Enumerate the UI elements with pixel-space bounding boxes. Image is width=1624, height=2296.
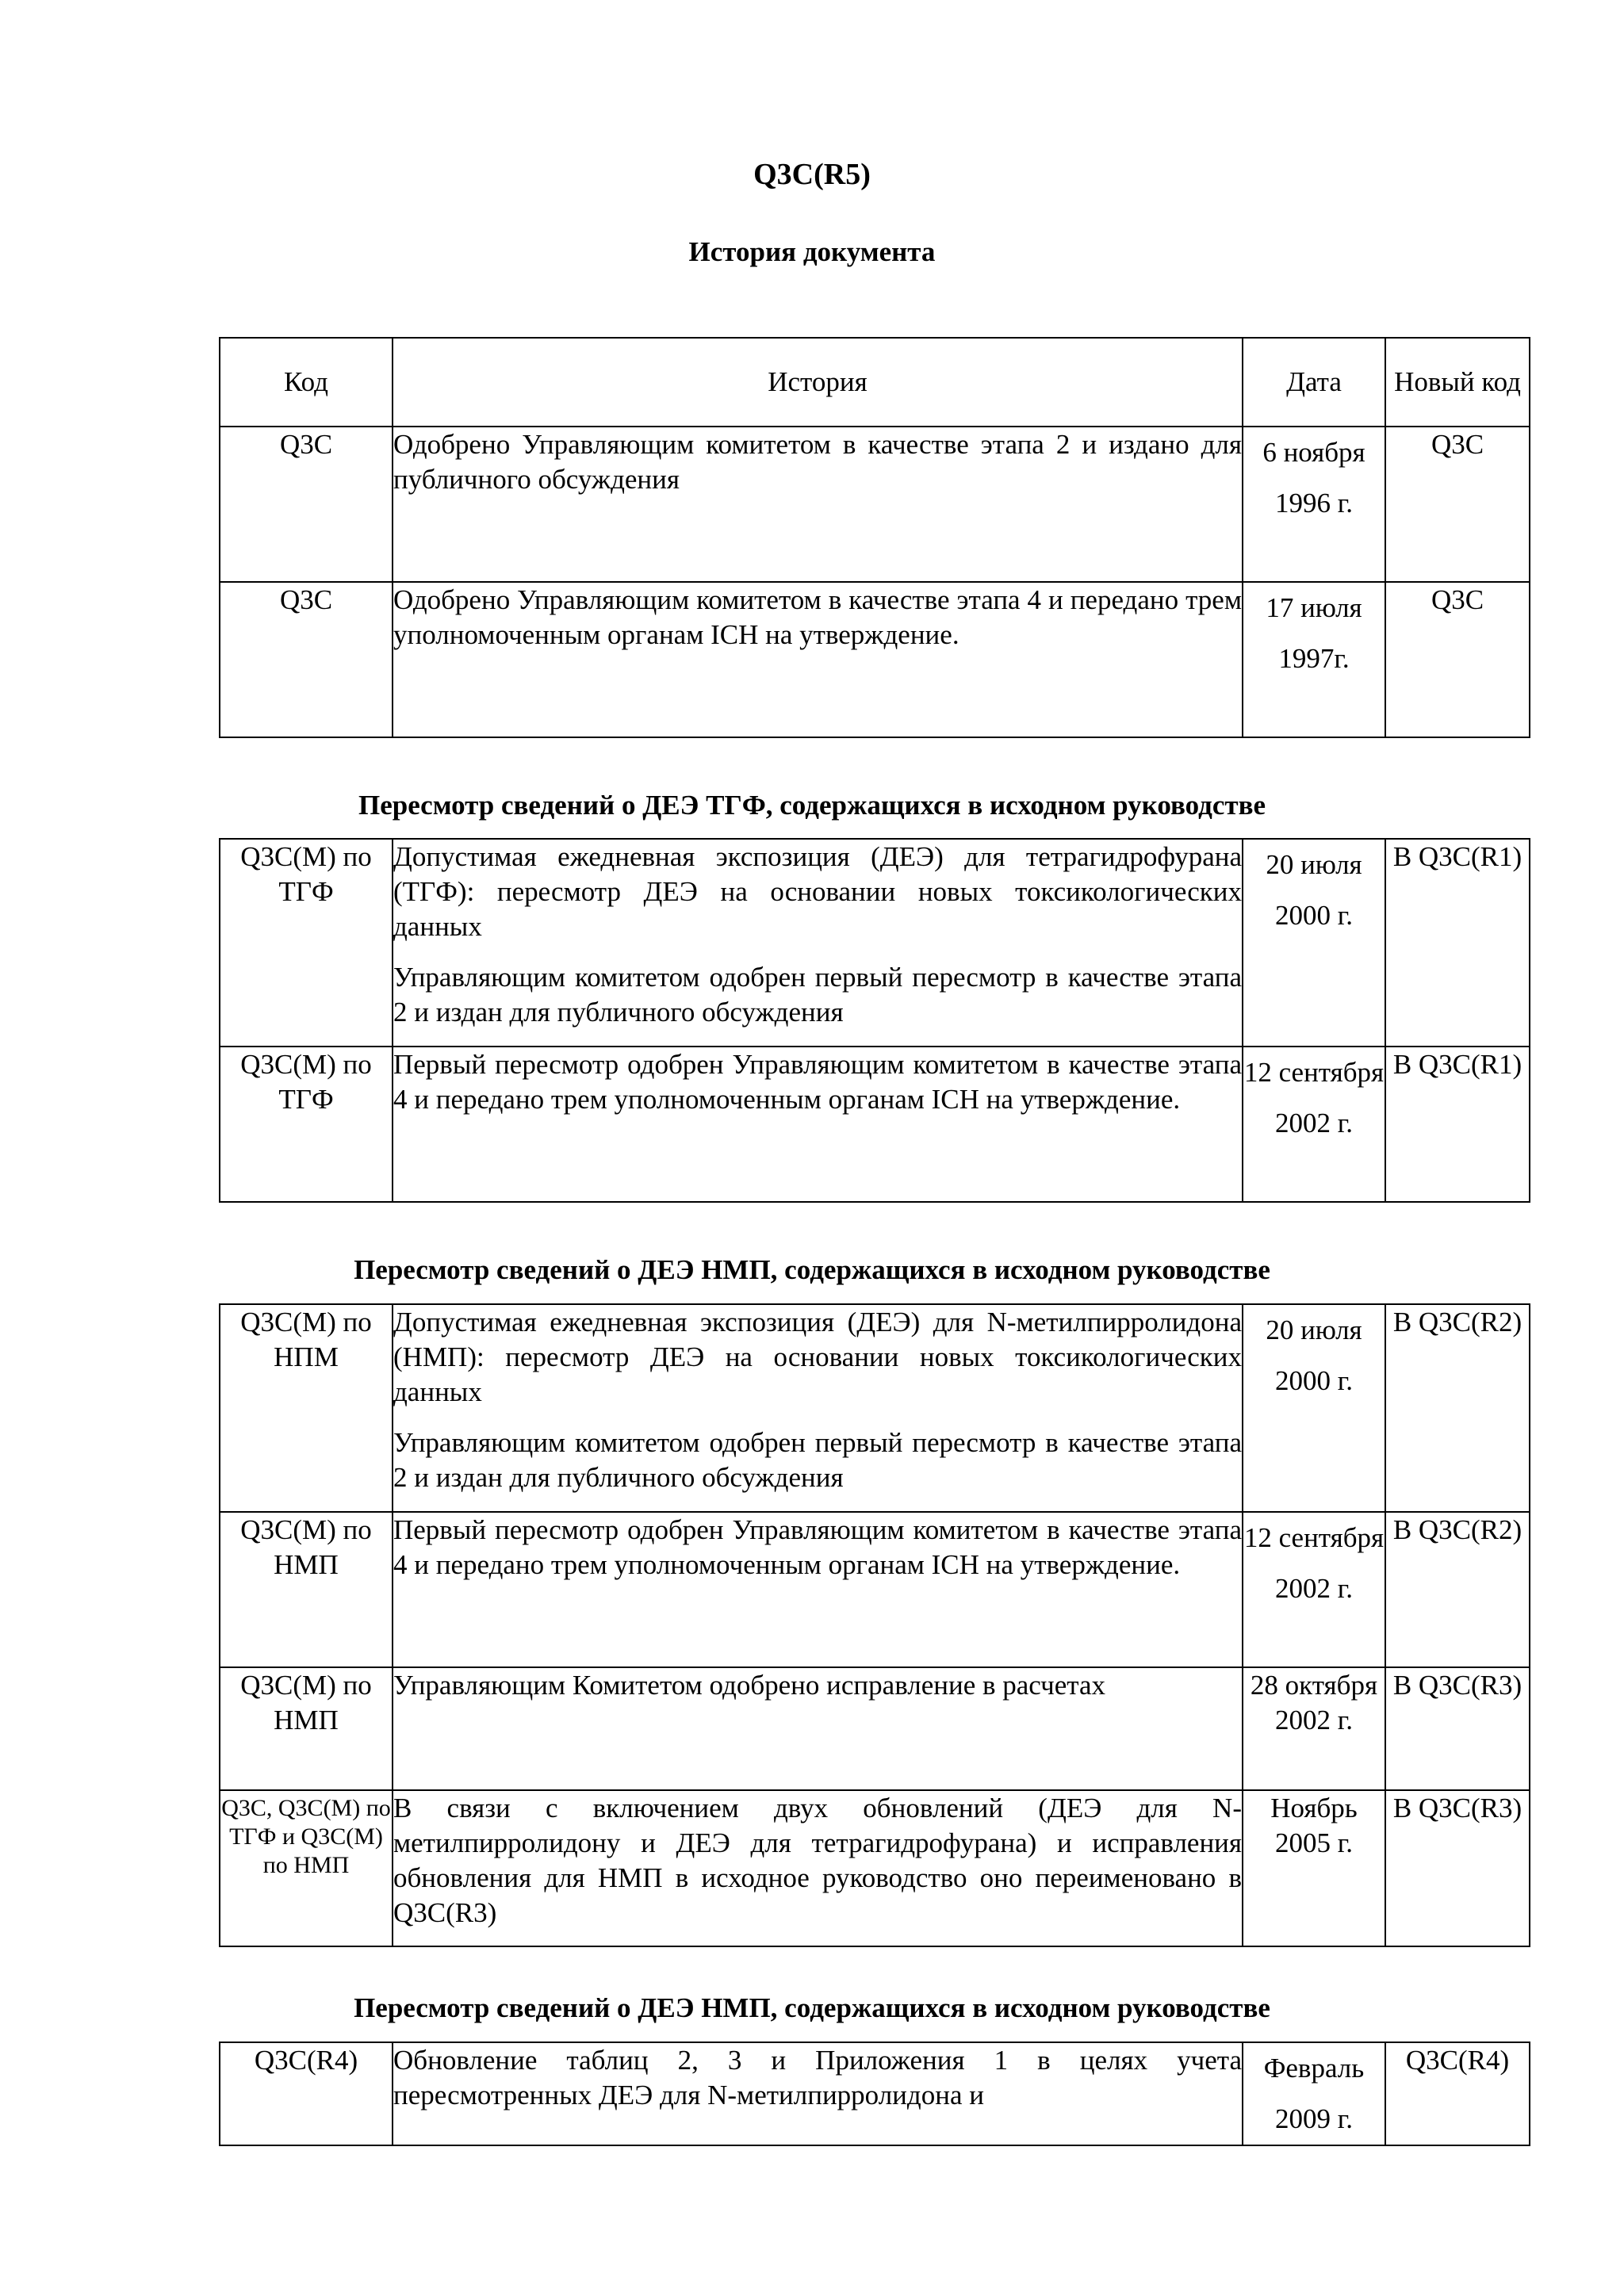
history-paragraph: Одобрено Управляющим комитетом в качестве этапа 2 и издано для публичного обсуждения [393,429,1242,495]
row-date: 20 июля 2000 г. [1243,1304,1385,1512]
section-heading-r4: Пересмотр сведений о ДЕЭ НМП, содержащихся в исходном руководстве [354,1992,1270,2023]
history-paragraph: Обновление таблиц 2, 3 и Приложения 1 в целях учета пересмотренных ДЕЭ для N-метилпирролидона и [393,2045,1242,2110]
row-date: 17 июля 1997г. [1243,582,1385,737]
row-date: Февраль 2009 г. [1243,2042,1385,2145]
row-history [393,427,1243,582]
table-row [220,1304,1530,1512]
r4-revision-table [219,2042,1530,2146]
row-new-code: В Q3C(R2) [1385,1304,1530,1512]
header-date: Дата [1243,338,1385,427]
row-code: Q3C [220,582,393,737]
row-code: Q3C(M) по НМП [220,1667,393,1790]
table-header-row [220,338,1530,427]
row-history [393,582,1243,737]
history-paragraph: Одобрено Управляющим комитетом в качестве этапа 4 и передано трем уполномоченным органам ICH на утверждение. [393,584,1242,650]
row-date: 28 октября 2002 г. [1243,1667,1385,1790]
table-row [220,582,1530,737]
nmp-revision-table [219,1303,1530,1947]
history-paragraph: Управляющим комитетом одобрен первый пересмотр в качестве этапа 2 и издан для публичного обсуждения [393,962,1242,1027]
table-row [220,2042,1530,2145]
row-date: 12 сентября 2002 г. [1243,1512,1385,1667]
history-table [219,337,1530,738]
row-date: 12 сентября 2002 г. [1243,1047,1385,1202]
row-date: 6 ноября 1996 г. [1243,427,1385,582]
document-history-heading: История документа [688,236,936,267]
row-date: 20 июля 2000 г. [1243,839,1385,1047]
row-new-code: В Q3C(R2) [1385,1512,1530,1667]
section-heading-tgf: Пересмотр сведений о ДЕЭ ТГФ, содержащихся в исходном руководстве [358,790,1266,821]
row-code: Q3C(M) по НМП [220,1512,393,1667]
row-history [393,1047,1243,1202]
page-title: Q3C(R5) [753,158,871,191]
row-code: Q3C(M) по ТГФ [220,839,393,1047]
tgf-revision-table [219,838,1530,1203]
history-paragraph: В связи с включением двух обновлений (ДЕЭ для N-метилпирролидону и ДЕЭ для тетрагидрофурана) и исправления обновления для НМП в исходное руководство оно переименовано в Q3C(R3) [393,1793,1242,1928]
section-heading-nmp: Пересмотр сведений о ДЕЭ НМП, содержащихся в исходном руководстве [354,1254,1270,1285]
row-history [393,839,1243,1047]
history-paragraph: Управляющим комитетом одобрен первый пересмотр в качестве этапа 2 и издан для публичного обсуждения [393,1427,1242,1493]
row-new-code: В Q3C(R3) [1385,1667,1530,1790]
row-history [393,1667,1243,1790]
header-history: История [393,338,1243,427]
row-code: Q3C, Q3C(M) по ТГФ и Q3C(M) по НМП [220,1790,393,1946]
row-code: Q3C [220,427,393,582]
row-history [393,1512,1243,1667]
history-paragraph: Допустимая ежедневная экспозиция (ДЕЭ) для тетрагидрофурана (ТГФ): пересмотр ДЕЭ на основании новых токсикологических данных [393,841,1242,942]
history-paragraph: Управляющим Комитетом одобрено исправление в расчетах [393,1670,1106,1701]
row-code: Q3C(M) по ТГФ [220,1047,393,1202]
table-row [220,839,1530,1047]
row-history [393,2042,1243,2145]
header-code: Код [220,338,393,427]
row-new-code: Q3C [1385,427,1530,582]
row-new-code: В Q3C(R1) [1385,839,1530,1047]
history-paragraph: Допустимая ежедневная экспозиция (ДЕЭ) для N-метилпирролидона (НМП): пересмотр ДЕЭ на основании новых токсикологических данных [393,1307,1242,1407]
row-new-code: В Q3C(R3) [1385,1790,1530,1946]
table-row [220,1790,1530,1946]
header-new-code: Новый код [1385,338,1530,427]
table-row [220,427,1530,582]
row-new-code: В Q3C(R1) [1385,1047,1530,1202]
table-row [220,1047,1530,1202]
row-date: Ноябрь 2005 г. [1243,1790,1385,1946]
row-history [393,1790,1243,1946]
table-row [220,1667,1530,1790]
row-new-code: Q3C [1385,582,1530,737]
row-history [393,1304,1243,1512]
history-paragraph: Первый пересмотр одобрен Управляющим комитетом в качестве этапа 4 и передано трем уполномоченным органам ICH на утверждение. [393,1049,1242,1115]
row-code: Q3C(M) по НПМ [220,1304,393,1512]
history-paragraph: Первый пересмотр одобрен Управляющим комитетом в качестве этапа 4 и передано трем уполномоченным органам ICH на утверждение. [393,1514,1242,1580]
row-code: Q3C(R4) [220,2042,393,2145]
row-new-code: Q3C(R4) [1385,2042,1530,2145]
table-row [220,1512,1530,1667]
